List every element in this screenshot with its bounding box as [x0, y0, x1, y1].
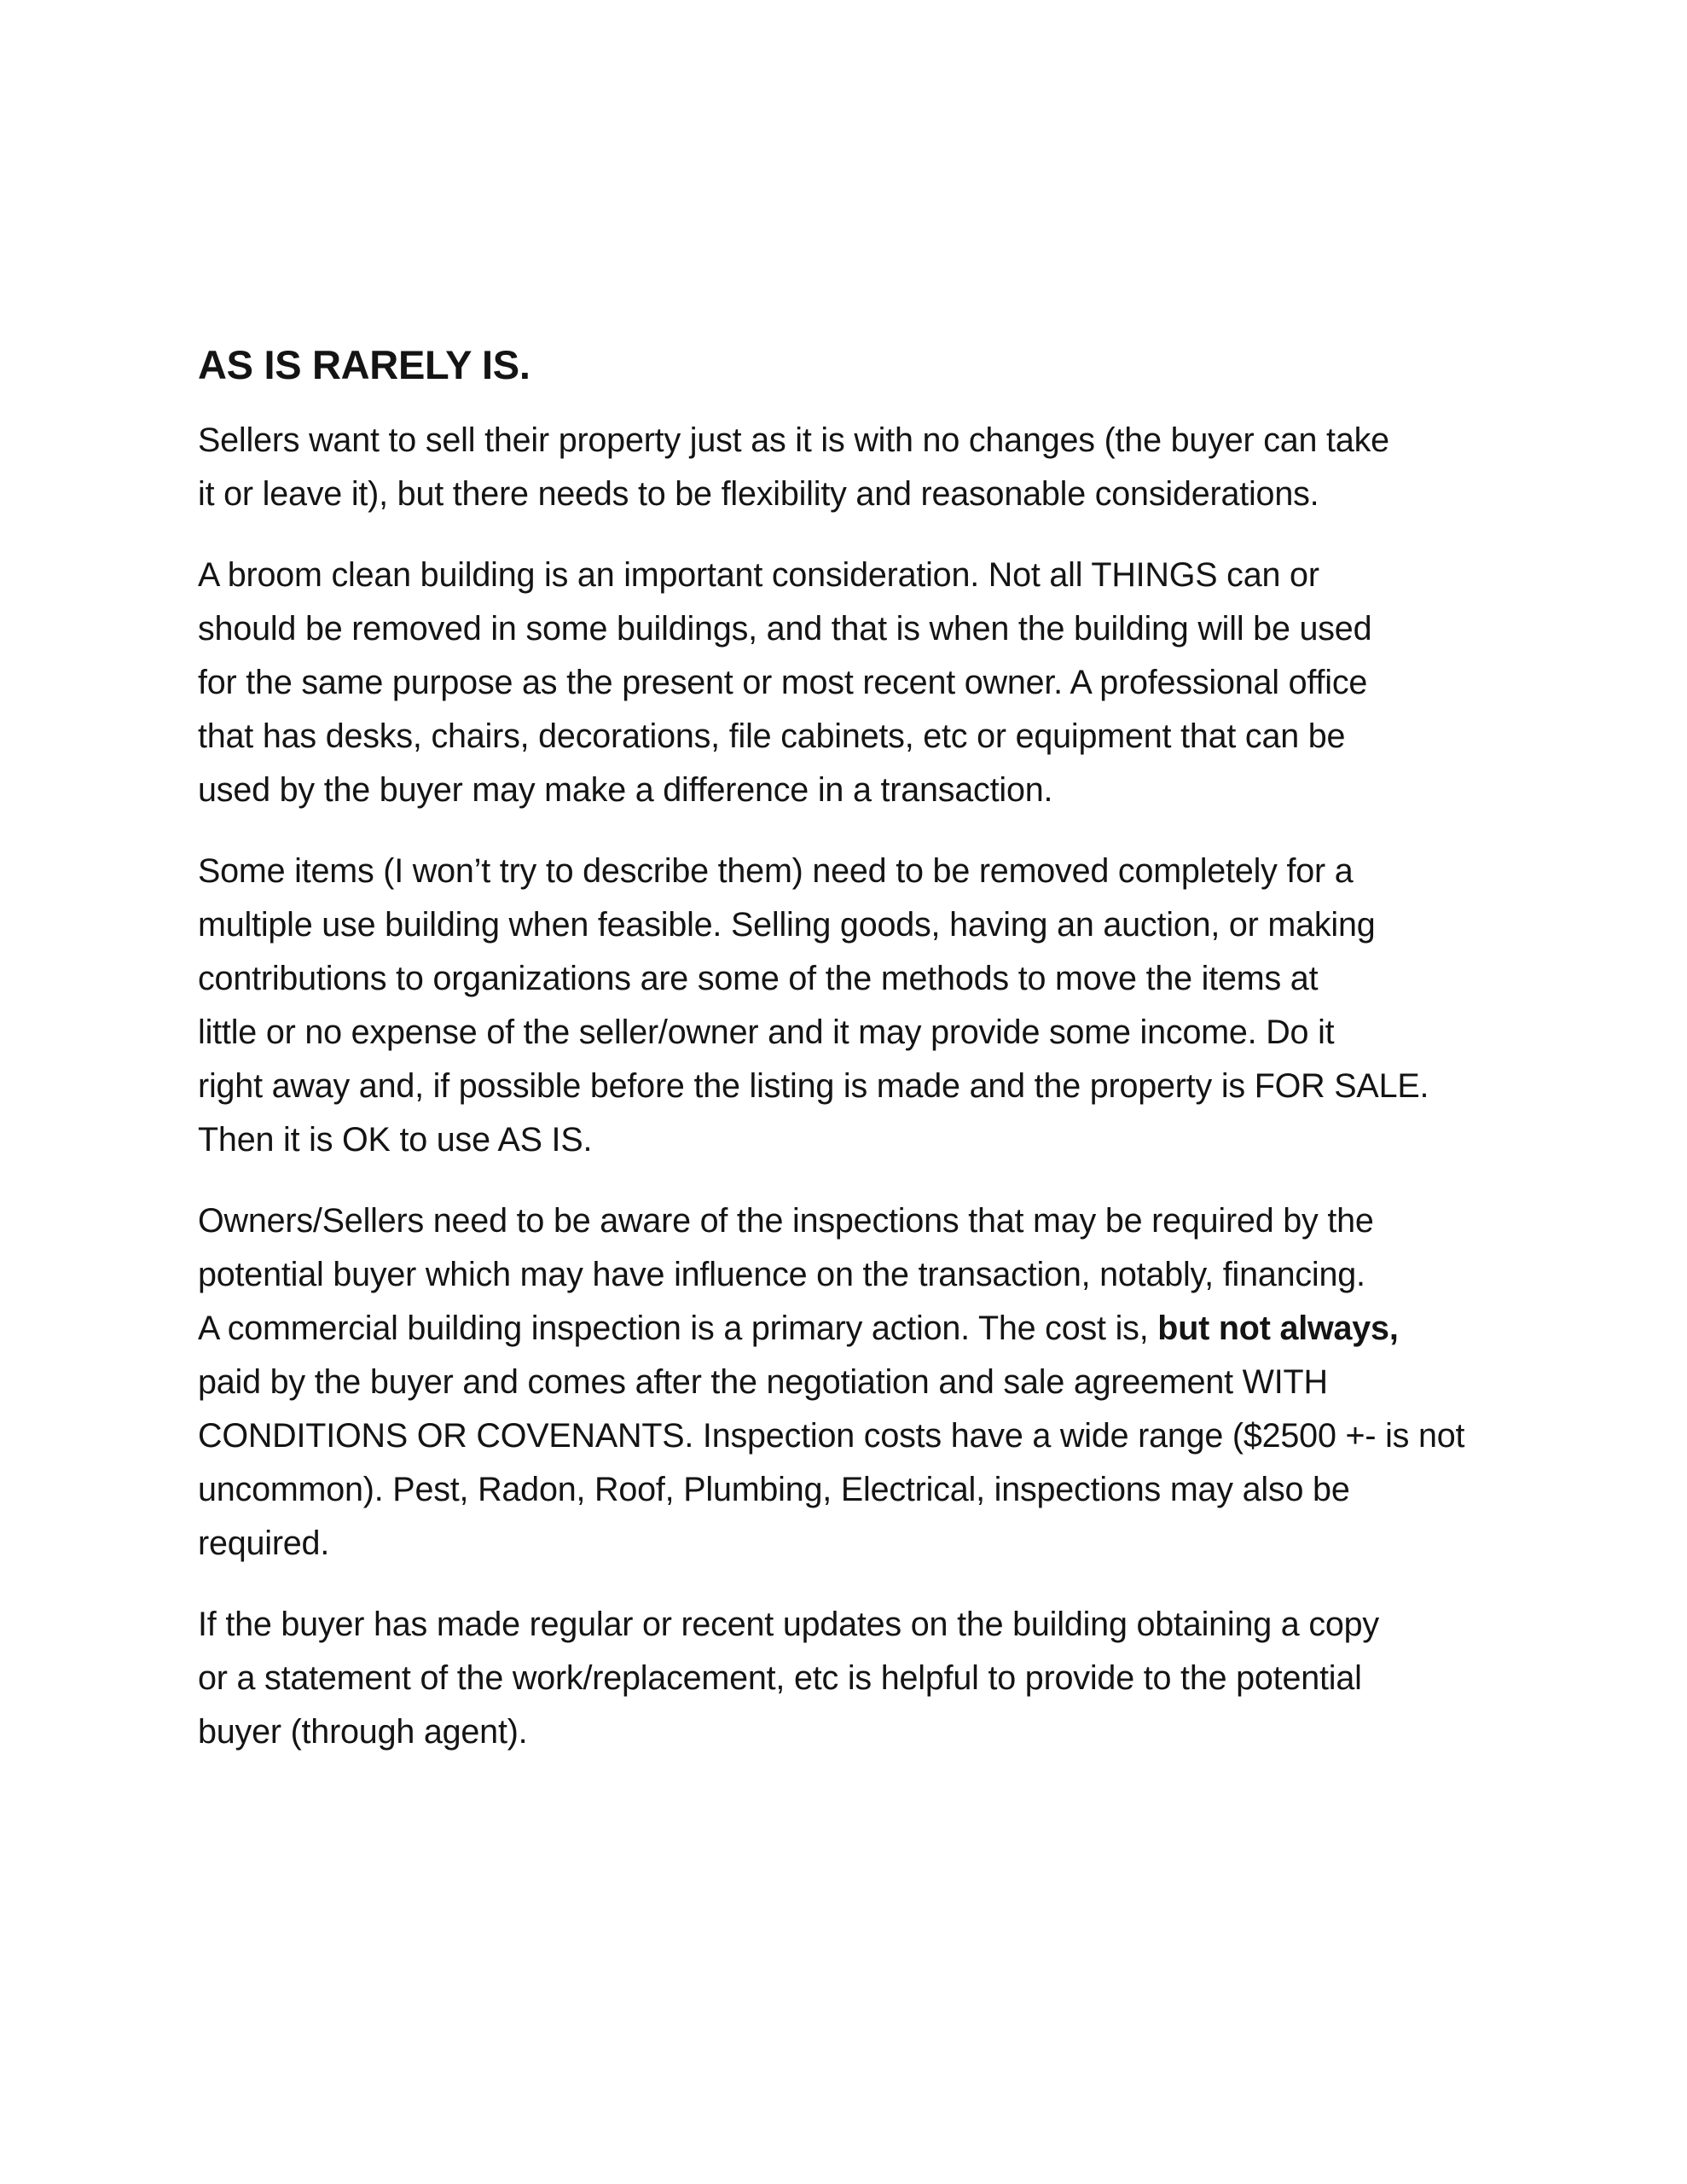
paragraph-line: paid by the buyer and comes after the negotiation and sale agreement WITH [198, 1363, 1328, 1401]
paragraph-line: should be removed in some buildings, and that is when the building will be used [198, 610, 1372, 648]
paragraph-line: or a statement of the work/replacement, etc is helpful to provide to the potential [198, 1659, 1362, 1697]
paragraph-line: little or no expense of the seller/owner and it may provide some income. Do it [198, 1014, 1335, 1051]
paragraph-2 [198, 549, 1503, 817]
paragraph-line: that has desks, chairs, decorations, file cabinets, etc or equipment that can be [198, 717, 1346, 755]
paragraph-line: potential buyer which may have influence on the transaction, notably, financing. [198, 1256, 1365, 1293]
paragraph-line: Sellers want to sell their property just as it is with no changes (the buyer can take [198, 421, 1389, 459]
paragraph-4 [198, 1194, 1503, 1571]
paragraph-line: multiple use building when feasible. Selling goods, having an auction, or making [198, 906, 1376, 944]
document-title: AS IS RARELY IS. [198, 342, 530, 387]
paragraph-line: required. [198, 1525, 330, 1562]
paragraph-line: Some items (I won’t try to describe them) need to be removed completely for a [198, 852, 1354, 890]
paragraph-line: contributions to organizations are some of the methods to move the items at [198, 960, 1319, 997]
paragraph-line: uncommon). Pest, Radon, Roof, Plumbing, Electrical, inspections may also be [198, 1471, 1350, 1508]
paragraph-line [198, 1302, 1503, 1356]
paragraph-line: for the same purpose as the present or most recent owner. A professional office [198, 664, 1368, 701]
paragraph-line: If the buyer has made regular or recent updates on the building obtaining a copy [198, 1606, 1379, 1643]
paragraph-line: A broom clean building is an important consideration. Not all THINGS can or [198, 556, 1319, 594]
paragraph-line: right away and, if possible before the listing is made and the property is FOR SALE. [198, 1067, 1429, 1105]
paragraph-line: it or leave it), but there needs to be flexibility and reasonable considerations. [198, 475, 1319, 513]
paragraph-text: A commercial building inspection is a primary action. The cost is, [198, 1310, 1158, 1347]
paragraph-line: CONDITIONS OR COVENANTS. Inspection costs have a wide range ($2500 +- is not [198, 1417, 1465, 1455]
emphasis-text: but not always, [1157, 1310, 1399, 1347]
document-body [198, 337, 1503, 1786]
paragraph-line: Owners/Sellers need to be aware of the inspections that may be required by the [198, 1202, 1374, 1240]
paragraph-line: used by the buyer may make a difference in a transaction. [198, 771, 1053, 809]
paragraph-line: buyer (through agent). [198, 1713, 528, 1751]
paragraph-1 [198, 414, 1503, 521]
paragraph-line: Then it is OK to use AS IS. [198, 1121, 593, 1159]
paragraph-5 [198, 1598, 1503, 1759]
paragraph-3 [198, 845, 1503, 1167]
